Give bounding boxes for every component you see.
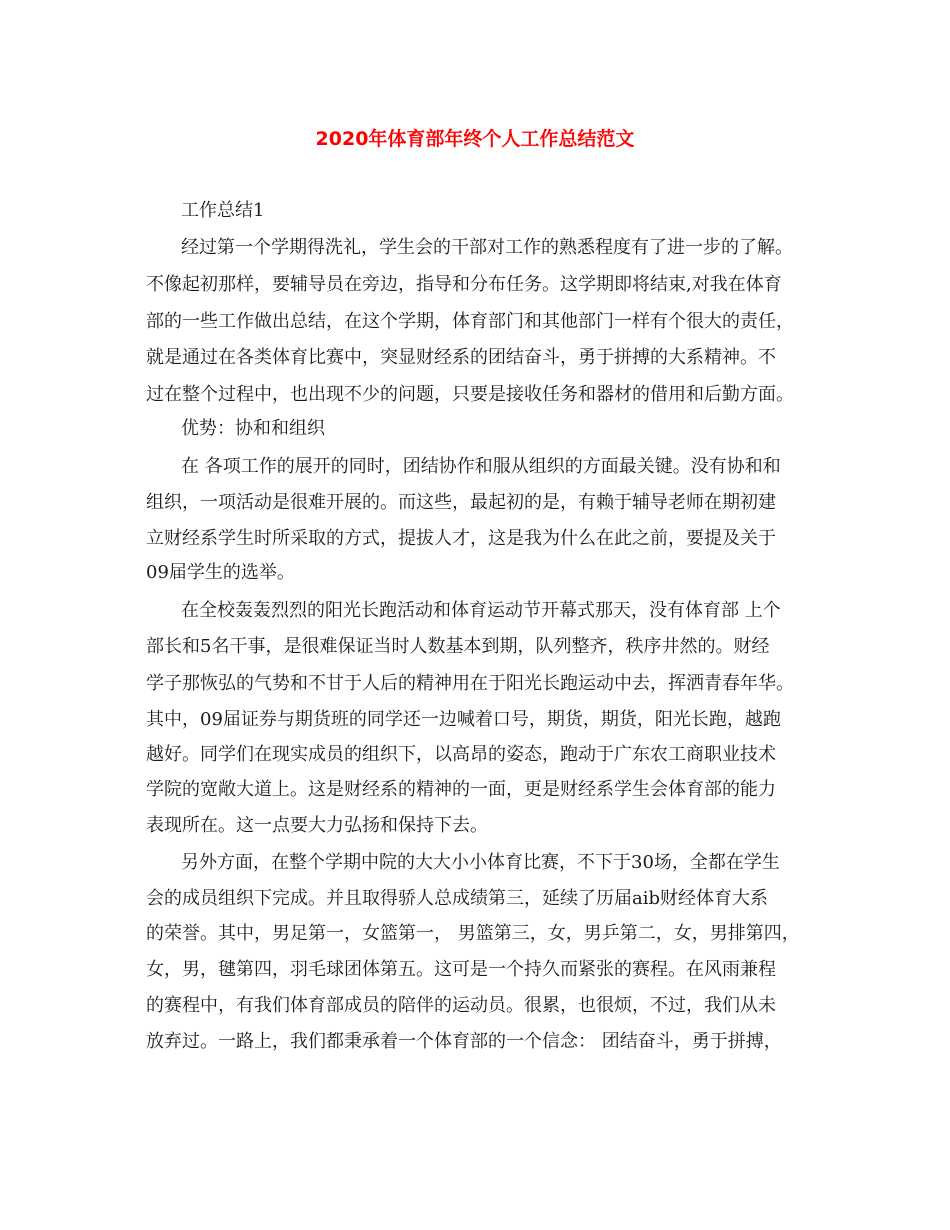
paragraph-line: 的赛程中，有我们体育部成员的陪伴的运动员。很累，也很烦，不过，我们从未 (146, 995, 776, 1016)
paragraph-line: 会的成员组织下完成。并且取得骄人总成绩第三，延续了历届aib财经体育大系 (146, 888, 769, 909)
paragraph-line: 部的一些工作做出总结，在这个学期，体育部门和其他部门一样有个很大的责任， (146, 311, 794, 332)
paragraph-line: 在全校轰轰烈烈的阳光长跑活动和体育运动节开幕式那天，没有体育部 上个 (181, 600, 781, 621)
paragraph-line: 学院的宽敞大道上。这是财经系的精神的一面，更是财经系学生会体育部的能力 (146, 779, 776, 800)
document-title: 2020年体育部年终个人工作总结范文 (315, 128, 635, 150)
paragraph-line: 立财经系学生时所采取的方式，提拔人才，这是我为什么在此之前，要提及关于 (146, 528, 776, 549)
paragraph-line: 放弃过。一路上，我们都秉承着一个体育部的一个信念： 团结奋斗，勇于拼搏， (146, 1031, 782, 1052)
paragraph-line: 过在整个过程中，也出现不少的问题，只要是接收任务和器材的借用和后勤方面。 (146, 384, 794, 405)
paragraph-line: 表现所在。这一点要大力弘扬和保持下去。 (146, 815, 488, 836)
paragraph-line: 在 各项工作的展开的同时，团结协作和服从组织的方面最关键。没有协和和 (181, 456, 781, 477)
paragraph-line: 部长和5名干事，是很难保证当时人数基本到期，队列整齐，秩序井然的。财经 (146, 636, 770, 657)
paragraph-line: 组织，一项活动是很难开展的。而这些，最起初的是，有赖于辅导老师在期初建 (146, 492, 776, 513)
paragraph-line: 09届学生的选举。 (146, 562, 295, 583)
paragraph-line: 经过第一个学期得洗礼，学生会的干部对工作的熟悉程度有了进一步的了解。 (181, 237, 793, 258)
paragraph-line: 另外方面，在整个学期中院的大大小小体育比赛，不下于30场，全都在学生 (181, 852, 780, 873)
paragraph-line: 越好。同学们在现实成员的组织下，以高昂的姿态，跑动于广东农工商职业技术 (146, 744, 776, 765)
paragraph-line: 不像起初那样，要辅导员在旁边，指导和分布任务。这学期即将结束,对我在体育 (146, 274, 782, 295)
paragraph-line: 的荣誉。其中，男足第一，女篮第一， 男篮第三，女，男乒第二，女，男排第四， (146, 923, 800, 944)
paragraph-line: 其中，09届证券与期货班的同学还一边喊着口号，期货，期货，阳光长跑，越跑 (146, 709, 781, 730)
section-heading: 工作总结1 (181, 200, 265, 221)
paragraph-line: 就是通过在各类体育比赛中，突显财经系的团结奋斗，勇于拼搏的大系精神。不 (146, 347, 776, 368)
paragraph-line: 女，男，毽第四，羽毛球团体第五。这可是一个持久而紧张的赛程。在风雨兼程 (146, 959, 776, 980)
section-heading: 优势：协和和组织 (181, 418, 325, 439)
paragraph-line: 学子那恢弘的气势和不甘于人后的精神用在于阳光长跑运动中去，挥洒青春年华。 (146, 673, 794, 694)
